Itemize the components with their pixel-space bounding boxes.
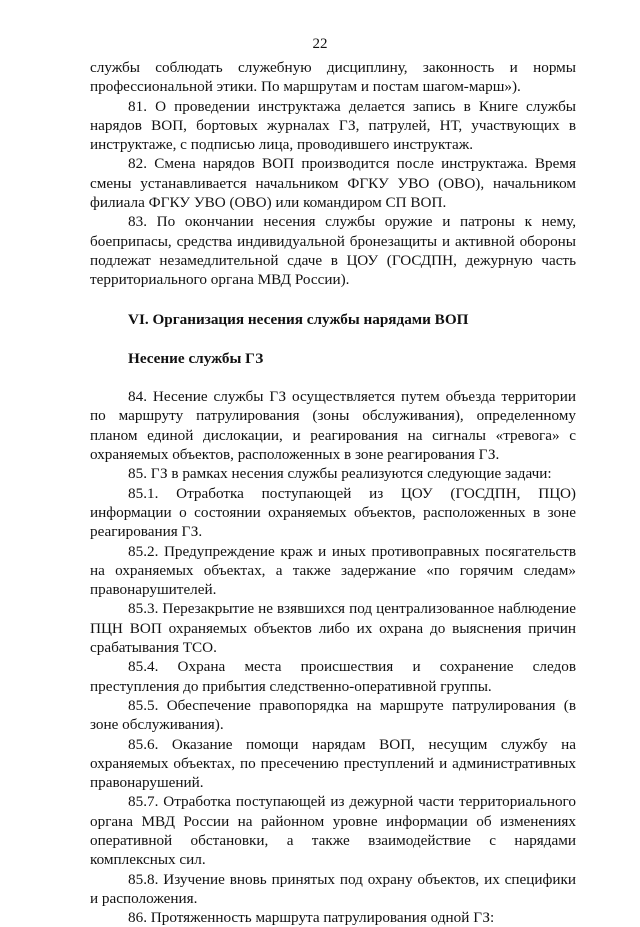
paragraph-85-8: 85.8. Изучение вновь принятых под охрану объектов, их специфики и расположения.	[90, 870, 576, 907]
paragraph-86: 86. Протяженность маршрута патрулирования одной ГЗ:	[128, 909, 495, 927]
paragraph-85-4: 85.4. Охрана места происшествия и сохранение следов преступления до прибытия следственно-оперативной группы.	[90, 658, 576, 695]
subsection-heading: Несение службы ГЗ	[128, 349, 264, 367]
paragraph-84: 84. Несение службы ГЗ осуществляется путем объезда территории по маршруту патрулирования (зоны обслуживания), определенному планом единой дислокации, и реагирования на сигналы «тревога» с охраняемых объектов, расположенных в зоне реагирования ГЗ.	[90, 388, 576, 464]
paragraph-85: 85. ГЗ в рамках несения службы реализуются следующие задачи:	[128, 465, 552, 483]
paragraph-83: 83. По окончании несения службы оружие и патроны к нему, боеприпасы, средства индивидуальной бронезащиты и активной обороны подлежат незамедлительной сдаче в ЦОУ (ГОСДПН, дежурную часть территориального органа МВД России).	[90, 213, 576, 289]
paragraph-85-5: 85.5. Обеспечение правопорядка на маршруте патрулирования (в зоне обслуживания).	[90, 696, 576, 734]
document-body	[90, 58, 576, 927]
paragraph-85-2: 85.2. Предупреждение краж и иных противоправных посягательств на охраняемых объектах, а также задержание «по горячим следам» правонарушителей.	[90, 542, 576, 599]
paragraph-81: 81. О проведении инструктажа делается запись в Книге службы нарядов ВОП, бортовых журналах ГЗ, патрулей, НТ, участвующих в инструктаже, с подписью лица, проводившего инструктаж.	[90, 97, 576, 154]
paragraph-82: 82. Смена нарядов ВОП производится после инструктажа. Время смены устанавливается начальником ФГКУ УВО (ОВО), начальником филиала ФГКУ УВО (ОВО) или командиром СП ВОП.	[90, 155, 576, 212]
paragraph-85-3: 85.3. Перезакрытие не взявшихся под централизованное наблюдение ПЦН ВОП охраняемых объектов либо их охрана до выяснения причин срабатывания ТСО.	[90, 600, 576, 657]
section-heading: VI. Организация несения службы нарядами ВОП	[128, 310, 469, 328]
paragraph-85-7: 85.7. Отработка поступающей из дежурной части территориального органа МВД России на районном уровне информации об изменениях оперативной обстановки, а также взаимодействие с нарядами комплексных сил.	[90, 793, 576, 869]
paragraph-85-1: 85.1. Отработка поступающей из ЦОУ (ГОСДПН, ПЦО) информации о состоянии охраняемых объектов, расположенных в зоне реагирования ГЗ.	[90, 484, 576, 541]
paragraph-85-6: 85.6. Оказание помощи нарядам ВОП, несущим службу на охраняемых объектах, по пресечению преступлений и административных правонарушений.	[90, 735, 576, 792]
paragraph-80-continuation: службы соблюдать служебную дисциплину, законность и нормы профессиональной этики. По маршрутам и постам шагом-марш»).	[90, 59, 576, 96]
page-number: 22	[312, 36, 328, 52]
